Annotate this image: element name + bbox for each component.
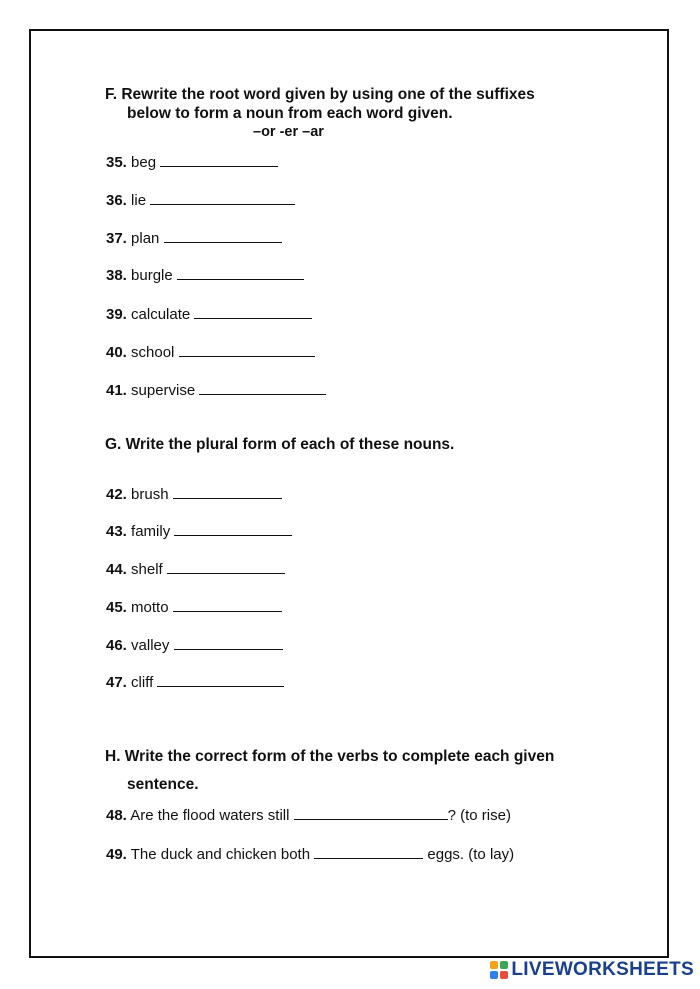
question-number: 44. [106,561,127,578]
logo-square [500,961,508,969]
answer-blank-43[interactable] [174,521,292,536]
question-47 [106,672,284,691]
noun-word: valley [131,637,170,654]
question-48 [106,805,511,824]
question-number: 36. [106,192,127,209]
question-38 [106,265,304,284]
noun-word: family [131,523,171,540]
question-number: 43. [106,523,127,540]
root-word: supervise [131,382,196,399]
section-f-heading-line2: below to form a noun from each word given. [127,105,453,122]
sentence-start: Are the flood waters still [130,807,290,824]
answer-blank-36[interactable] [150,190,295,205]
question-number: 49. [106,846,127,863]
answer-blank-49[interactable] [314,844,423,859]
question-45 [106,597,282,616]
question-number: 38. [106,267,127,284]
logo-square [490,971,498,979]
answer-blank-46[interactable] [174,635,283,650]
root-word: calculate [131,306,191,323]
answer-blank-47[interactable] [157,672,284,687]
liveworksheets-logo-icon [490,961,508,979]
logo-square [490,961,498,969]
noun-word: motto [131,599,169,616]
section-g-heading: G. Write the plural form of each of these nouns. [105,436,455,453]
question-40 [106,342,315,361]
answer-blank-39[interactable] [194,304,312,319]
brand-name: LIVEWORKSHEETS [511,959,694,980]
section-h-heading-line1: H. Write the correct form of the verbs to complete each given [105,748,555,765]
liveworksheets-logo[interactable] [490,959,694,981]
answer-blank-40[interactable] [179,342,315,357]
question-number: 42. [106,486,127,503]
answer-blank-35[interactable] [160,152,278,167]
question-number: 47. [106,674,127,691]
question-39 [106,304,312,323]
noun-word: cliff [131,674,154,691]
answer-blank-45[interactable] [173,597,282,612]
answer-blank-38[interactable] [177,265,304,280]
sentence-end: eggs. (to lay) [427,846,515,863]
question-number: 45. [106,599,127,616]
sentence-end: ? (to rise) [447,807,511,824]
section-f-heading-line1: F. Rewrite the root word given by using one of the suffixes [105,86,535,103]
noun-word: shelf [131,561,163,578]
question-35 [106,152,278,171]
answer-blank-44[interactable] [167,559,285,574]
question-36 [106,190,295,209]
question-number: 39. [106,306,127,323]
root-word: beg [131,154,157,171]
sentence-start: The duck and chicken both [130,846,311,863]
noun-word: brush [131,486,169,503]
question-44 [106,559,285,578]
question-42 [106,484,282,503]
logo-square [500,971,508,979]
root-word: plan [131,230,160,247]
question-49 [106,844,514,863]
answer-blank-42[interactable] [173,484,282,499]
section-h-heading-line2: sentence. [127,776,199,793]
answer-blank-41[interactable] [199,380,326,395]
root-word: burgle [131,267,173,284]
question-43 [106,521,292,540]
question-number: 35. [106,154,127,171]
question-number: 40. [106,344,127,361]
root-word: school [131,344,175,361]
question-number: 46. [106,637,127,654]
question-46 [106,635,283,654]
question-41 [106,380,326,399]
question-number: 37. [106,230,127,247]
question-number: 48. [106,807,127,824]
question-37 [106,228,282,247]
root-word: lie [131,192,147,209]
question-number: 41. [106,382,127,399]
answer-blank-37[interactable] [164,228,282,243]
answer-blank-48[interactable] [294,805,448,820]
section-f-suffixes: –or -er –ar [253,124,324,140]
